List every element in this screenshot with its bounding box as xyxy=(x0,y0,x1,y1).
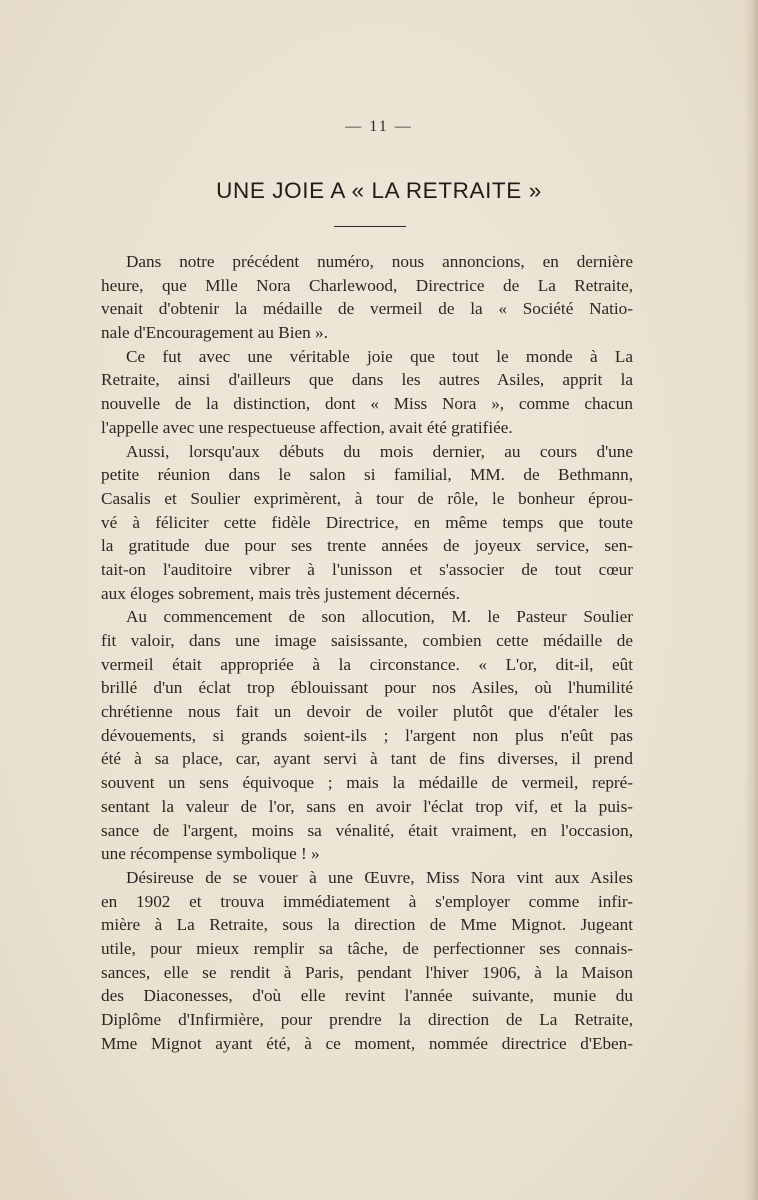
text-line: tait-on l'auditoire vibrer à l'unisson et s'associer de tout cœur xyxy=(101,559,633,579)
text-line: aux éloges sobrement, mais très justement décernés. xyxy=(101,583,460,603)
text-line: Ce fut avec une véritable joie que tout le monde à La xyxy=(126,346,633,366)
text-line: petite réunion dans le salon si familial, MM. de Bethmann, xyxy=(101,465,633,485)
text-line: une récompense symbolique ! » xyxy=(101,844,320,864)
title-divider xyxy=(334,226,406,227)
text-line: Mme Mignot ayant été, à ce moment, nommée directrice d'Eben- xyxy=(101,1033,633,1053)
text-line: Aussi, lorsqu'aux débuts du mois dernier, au cours d'une xyxy=(126,441,633,461)
text-line: nouvelle de la distinction, dont « Miss Nora », comme chacun xyxy=(101,394,633,414)
text-line: venait d'obtenir la médaille de vermeil de la « Société Natio- xyxy=(101,299,633,319)
text-line: Dans notre précédent numéro, nous annoncions, en dernière xyxy=(126,252,633,271)
text-line: Diplôme d'Infirmière, pour prendre la direction de La Retraite, xyxy=(101,1010,633,1029)
text-line: vermeil était appropriée à la circonstance. « L'or, dit-il, eût xyxy=(101,654,633,674)
text-line: en 1902 et trouva immédiatement à s'employer comme infir- xyxy=(101,891,633,911)
text-line: heure, que Mlle Nora Charlewood, Directrice de La Retraite, xyxy=(101,275,633,295)
text-line: dévouements, si grands soient-ils ; l'argent non plus n'eût pas xyxy=(101,725,633,745)
text-line: été à sa place, car, ayant servi à tant de fins diverses, il prend xyxy=(101,749,633,769)
text-line: Retraite, ainsi d'ailleurs que dans les autres Asiles, apprit la xyxy=(101,370,633,390)
text-line: l'appelle avec une respectueuse affection, avait été gratifiée. xyxy=(101,417,513,437)
text-line: sances, elle se rendit à Paris, pendant l'hiver 1906, à la Maison xyxy=(101,962,633,982)
page-number: — 11 — xyxy=(345,118,413,135)
text-line: sance de l'argent, moins sa vénalité, était vraiment, en l'occasion, xyxy=(101,820,633,840)
text-line: chrétienne nous fait un devoir de voiler plutôt que d'étaler les xyxy=(101,702,633,722)
text-line: souvent un sens équivoque ; mais la médaille de vermeil, repré- xyxy=(101,773,633,793)
text-line: la gratitude due pour ses trente années de joyeux service, sen- xyxy=(101,536,633,556)
text-line: fit valoir, dans une image saisissante, combien cette médaille de xyxy=(101,631,633,650)
text-line: mière à La Retraite, sous la direction de Mme Mignot. Jugeant xyxy=(101,915,633,935)
article-body xyxy=(101,250,633,1055)
text-line: brillé d'un éclat trop éblouissant pour nos Asiles, où l'humilité xyxy=(101,678,633,698)
text-line: vé à féliciter cette fidèle Directrice, en même temps que toute xyxy=(101,512,633,532)
text-line: nale d'Encouragement au Bien ». xyxy=(101,323,328,343)
text-line: des Diaconesses, d'où elle revint l'année suivante, munie du xyxy=(101,986,633,1006)
text-line: Au commencement de son allocution, M. le Pasteur Soulier xyxy=(126,607,633,627)
text-line: Casalis et Soulier exprimèrent, à tour de rôle, le bonheur éprou- xyxy=(101,488,633,508)
text-line: Désireuse de se vouer à une Œuvre, Miss Nora vint aux Asiles xyxy=(126,867,633,887)
text-line: sentant la valeur de l'or, sans en avoir l'éclat trop vif, et la puis- xyxy=(101,796,633,816)
article-title: UNE JOIE A « LA RETRAITE » xyxy=(216,178,542,203)
text-line: utile, pour mieux remplir sa tâche, de perfectionner ses connais- xyxy=(101,938,633,958)
